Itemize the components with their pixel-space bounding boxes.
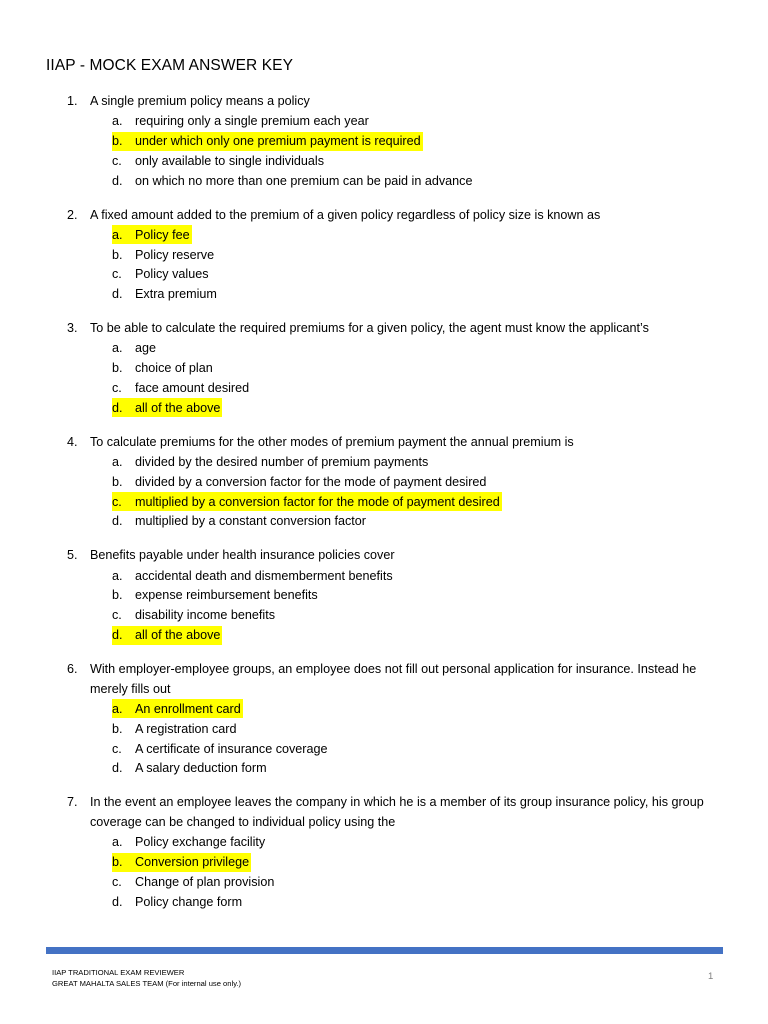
question-text: A fixed amount added to the premium of a given policy regardless of policy size is known as <box>90 207 601 222</box>
option-text: face amount desired <box>135 381 250 396</box>
option-text: multiplied by a conversion factor for the mode of payment desired <box>135 494 500 509</box>
option-letter: d. <box>112 287 123 302</box>
question-list <box>0 92 768 927</box>
footer-divider <box>46 947 723 954</box>
answer-option <box>0 606 768 626</box>
highlighted-answer <box>112 853 251 872</box>
highlighted-answer <box>112 398 222 417</box>
answer-option <box>0 245 768 265</box>
answer-option-correct <box>0 398 768 418</box>
question-number: 5. <box>67 548 78 563</box>
option-text: choice of plan <box>135 361 213 376</box>
question-text: coverage can be changed to individual policy using the <box>90 815 396 830</box>
page-title: IIAP - MOCK EXAM ANSWER KEY <box>46 57 294 74</box>
option-content <box>112 171 474 190</box>
question-number: 6. <box>67 661 78 676</box>
question-text: In the event an employee leaves the company in which he is a member of its group insurance policy, his group <box>90 795 704 810</box>
option-content <box>112 112 371 131</box>
question-number: 4. <box>67 434 78 449</box>
question-6 <box>0 660 768 779</box>
answer-option <box>0 265 768 285</box>
option-content <box>112 453 430 472</box>
option-text: divided by the desired number of premium payments <box>135 455 429 470</box>
option-text: all of the above <box>135 628 221 642</box>
question-number: 2. <box>67 207 78 222</box>
option-text: all of the above <box>135 400 221 415</box>
option-text: An enrollment card <box>135 701 241 716</box>
answer-option <box>0 512 768 532</box>
answer-option-correct <box>0 492 768 512</box>
option-letter: a. <box>112 114 123 129</box>
answer-option-correct <box>0 225 768 245</box>
question-text: A single premium policy means a policy <box>90 94 310 108</box>
option-text: Policy change form <box>135 894 243 909</box>
option-content <box>112 379 251 398</box>
option-content <box>112 719 239 738</box>
option-text: Conversion privilege <box>135 855 250 870</box>
footer-line-1: IIAP TRADITIONAL EXAM REVIEWER <box>52 968 185 977</box>
question-line <box>0 433 768 453</box>
option-content <box>112 265 211 284</box>
option-text: requiring only a single premium each year <box>135 114 369 129</box>
option-letter: b. <box>112 134 123 149</box>
question-line <box>0 680 768 700</box>
question-text: merely fills out <box>90 681 171 696</box>
answer-option <box>0 359 768 379</box>
option-content <box>112 833 267 852</box>
option-text: A certificate of insurance coverage <box>135 741 328 756</box>
option-letter: d. <box>112 173 123 188</box>
question-line <box>0 92 768 112</box>
page-number: 1 <box>708 971 714 982</box>
option-text: disability income benefits <box>135 608 276 623</box>
option-letter: c. <box>112 741 122 756</box>
answer-option <box>0 892 768 912</box>
question-number: 1. <box>67 94 78 108</box>
option-text: on which no more than one premium can be paid in advance <box>135 173 473 188</box>
option-letter: c. <box>112 381 122 396</box>
option-letter: a. <box>112 568 123 583</box>
footer-line-2: GREAT MAHALTA SALES TEAM (For internal use only.) <box>52 979 242 988</box>
highlighted-answer <box>112 699 243 718</box>
answer-option <box>0 379 768 399</box>
option-text: Change of plan provision <box>135 874 275 889</box>
answer-option <box>0 759 768 779</box>
answer-option <box>0 285 768 305</box>
option-letter: c. <box>112 874 122 889</box>
option-letter: a. <box>112 341 123 356</box>
option-content <box>112 739 330 758</box>
question-line <box>0 546 768 566</box>
option-content <box>112 359 215 378</box>
option-text: Policy values <box>135 267 209 282</box>
option-letter: d. <box>112 894 123 909</box>
option-letter: d. <box>112 628 123 642</box>
highlighted-answer <box>112 626 222 645</box>
footer-text <box>52 967 241 989</box>
question-line <box>0 660 768 680</box>
question-line <box>0 319 768 339</box>
answer-option-correct <box>0 853 768 873</box>
option-content <box>112 586 320 605</box>
option-content <box>112 872 276 891</box>
answer-option-correct <box>0 699 768 719</box>
option-text: A registration card <box>135 721 237 736</box>
question-7 <box>0 793 768 912</box>
highlighted-answer <box>112 132 423 151</box>
question-line <box>0 793 768 813</box>
answer-option <box>0 566 768 586</box>
question-number: 7. <box>67 795 78 810</box>
option-text: age <box>135 341 157 356</box>
answer-option-correct <box>0 132 768 152</box>
option-text: Policy fee <box>135 227 190 242</box>
answer-option <box>0 833 768 853</box>
question-text: To calculate premiums for the other modes of premium payment the annual premium is <box>90 434 574 449</box>
option-text: Extra premium <box>135 287 217 302</box>
answer-option <box>0 872 768 892</box>
answer-option <box>0 112 768 132</box>
option-text: expense reimbursement benefits <box>135 588 318 603</box>
option-letter: b. <box>112 361 123 376</box>
highlighted-answer <box>112 225 192 244</box>
answer-option <box>0 171 768 191</box>
option-letter: a. <box>112 455 123 470</box>
option-content <box>112 759 269 778</box>
answer-option <box>0 472 768 492</box>
option-text: Policy exchange facility <box>135 835 266 850</box>
answer-option <box>0 719 768 739</box>
option-text: A salary deduction form <box>135 761 267 776</box>
question-4 <box>0 433 768 532</box>
option-content <box>112 245 216 264</box>
option-content <box>112 606 277 625</box>
question-text: Benefits payable under health insurance policies cover <box>90 548 395 563</box>
option-content <box>112 472 488 491</box>
answer-option <box>0 586 768 606</box>
option-letter: c. <box>112 608 122 623</box>
option-letter: b. <box>112 855 123 870</box>
answer-option <box>0 151 768 171</box>
option-letter: b. <box>112 588 123 603</box>
question-text: To be able to calculate the required premiums for a given policy, the agent must know the applicant’s <box>90 321 649 336</box>
question-1 <box>0 92 768 191</box>
answer-option <box>0 739 768 759</box>
answer-option-correct <box>0 626 768 646</box>
option-content <box>112 892 244 911</box>
option-text: multiplied by a constant conversion factor <box>135 514 367 529</box>
answer-option <box>0 453 768 473</box>
option-letter: c. <box>112 494 122 509</box>
answer-option <box>0 339 768 359</box>
option-text: only available to single individuals <box>135 153 325 168</box>
option-letter: b. <box>112 247 123 262</box>
option-letter: a. <box>112 227 123 242</box>
question-2 <box>0 206 768 305</box>
option-text: Policy reserve <box>135 247 215 262</box>
question-line <box>0 206 768 226</box>
option-content <box>112 512 368 531</box>
option-content <box>112 339 158 358</box>
question-line <box>0 813 768 833</box>
option-text: divided by a conversion factor for the mode of payment desired <box>135 474 487 489</box>
question-3 <box>0 319 768 418</box>
option-letter: c. <box>112 267 122 282</box>
option-letter: c. <box>112 153 122 168</box>
option-letter: b. <box>112 474 123 489</box>
question-text: With employer-employee groups, an employee does not fill out personal application for insurance. Instead he <box>90 661 697 676</box>
question-5 <box>0 546 768 645</box>
question-number: 3. <box>67 321 78 336</box>
highlighted-answer <box>112 492 502 511</box>
option-text: accidental death and dismemberment benefits <box>135 568 393 583</box>
option-content <box>112 151 326 170</box>
option-content <box>112 566 395 585</box>
option-letter: b. <box>112 721 123 736</box>
option-letter: d. <box>112 514 123 529</box>
option-text: under which only one premium payment is required <box>135 134 421 149</box>
option-letter: d. <box>112 400 123 415</box>
option-letter: a. <box>112 701 123 716</box>
option-letter: a. <box>112 835 123 850</box>
option-letter: d. <box>112 761 123 776</box>
option-content <box>112 285 219 304</box>
